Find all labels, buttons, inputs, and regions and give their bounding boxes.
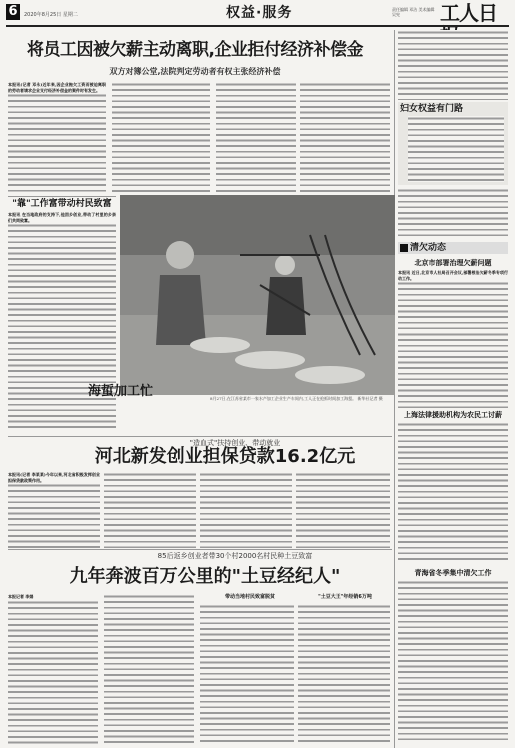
item2-text <box>398 422 508 562</box>
mid-column-4 <box>296 472 390 548</box>
bottom-subhead: 85后返乡创业者带30个村2000名村民种土豆致富 <box>157 552 313 560</box>
item1-title: 北京市部署治理欠薪问题 <box>414 259 492 267</box>
side-story-title: "靠"工作富带动村民致富 <box>12 199 112 209</box>
photo-caption <box>210 396 395 401</box>
item1-intro: 本报讯 近日,北京市人社局召开会议,部署根治欠薪冬季专项行动工作。 <box>398 270 508 281</box>
bottom-byline: 本报记者 李娟 <box>8 594 34 599</box>
bottom-column-4 <box>298 604 390 744</box>
rights-box-title: 妇女权益有门路 <box>400 104 464 114</box>
mid-column-2 <box>104 472 196 548</box>
bottom-box1-title: 带动当地村民致富脱贫 <box>224 594 275 600</box>
photo-caption-text: 8月27日,在江苏省某市一家水产加工企业生产车间内,工人正在抢抓时间加工海蜇。 <box>210 396 357 401</box>
mid-intro: 本报讯(记者 李某某)今年以来,河北省积极发挥创业担保贷款政策作用。 <box>8 472 100 483</box>
item1-more <box>398 332 508 410</box>
text-block <box>300 82 390 192</box>
lead-intro: 本报讯(记者 邓永)近年来,因企业拖欠工资而被迫离职的劳动者请求企业支付经济补偿金的案件时有发生。 <box>8 82 106 93</box>
right-top-column <box>398 30 508 100</box>
mid-subhead: "造血式"扶持创业、带动就业 <box>189 439 281 447</box>
rights-box-text <box>408 116 504 182</box>
photo-title: 海蜇加工忙 <box>88 384 154 399</box>
lead-subhead: 双方对簿公堂,法院判定劳动者有权主张经济补偿 <box>109 67 281 76</box>
item1-text <box>398 270 508 330</box>
rule <box>8 549 392 550</box>
bottom-column-2 <box>104 594 194 744</box>
photo-credit: 新华社记者 摄 <box>357 396 383 401</box>
side-story-text <box>8 212 116 432</box>
bottom-headline: 九年奔波百万公里的"土豆经纪人" <box>69 566 341 587</box>
mid-headline: 河北新发创业担保贷款16.2亿元 <box>94 446 356 467</box>
bottom-column-1 <box>8 594 98 744</box>
text-block <box>8 600 98 744</box>
lead-column-4 <box>300 82 390 192</box>
page-number: 6 <box>6 4 20 20</box>
rights-box <box>398 102 508 185</box>
mid-column-1 <box>8 472 100 548</box>
text-block <box>296 472 390 548</box>
text-block <box>298 604 390 744</box>
text-block <box>398 188 508 238</box>
text-block <box>8 483 100 548</box>
item2-title: 上海法律援助机构为农民工讨薪 <box>404 411 502 419</box>
text-block <box>104 472 196 548</box>
item3-text <box>398 580 508 744</box>
bottom-column-3 <box>200 604 294 744</box>
mid-column-3 <box>200 472 292 548</box>
issue-date: 2020年8月25日 星期二 <box>24 12 78 18</box>
newspaper-logo: 工人日 <box>440 1 497 25</box>
section-marker-icon <box>400 244 408 252</box>
text-block <box>8 223 116 432</box>
rule <box>8 196 116 197</box>
text-block <box>200 604 294 744</box>
text-block <box>398 30 508 100</box>
text-block <box>398 580 508 744</box>
text-block <box>200 472 292 548</box>
rule <box>8 436 392 437</box>
lead-column-3 <box>216 82 296 192</box>
text-block <box>104 594 194 744</box>
text-block <box>112 82 210 192</box>
factory-photo-image <box>120 195 395 395</box>
text-block <box>216 82 296 192</box>
text-block <box>398 281 508 330</box>
section-title: 权益·服务 <box>226 5 293 21</box>
text-block <box>408 116 504 182</box>
side-story-intro: 本报讯 在当地政府的支持下,他回乡创业,带动了村里的乡亲们共同致富。 <box>8 212 116 223</box>
lead-column-1 <box>8 82 106 192</box>
text-block <box>398 332 508 410</box>
lead-column-2 <box>112 82 210 192</box>
right-mid-column <box>398 188 508 238</box>
editors-credit: 责任编辑 邓洁 美术编辑 吴宪 <box>392 7 435 17</box>
clear-wage-title: 清欠动态 <box>410 243 447 253</box>
item3-title: 青海省冬季集中清欠工作 <box>414 569 492 577</box>
clear-wage-bar <box>398 242 508 254</box>
lead-headline: 将员工因被欠薪主动离职,企业拒付经济补偿金 <box>27 40 363 60</box>
bottom-box2-title: "土豆大王"年经销6万吨 <box>318 594 372 600</box>
header-rule <box>6 25 509 27</box>
text-block <box>8 93 106 192</box>
text-block <box>398 422 508 562</box>
factory-photo <box>120 195 395 395</box>
